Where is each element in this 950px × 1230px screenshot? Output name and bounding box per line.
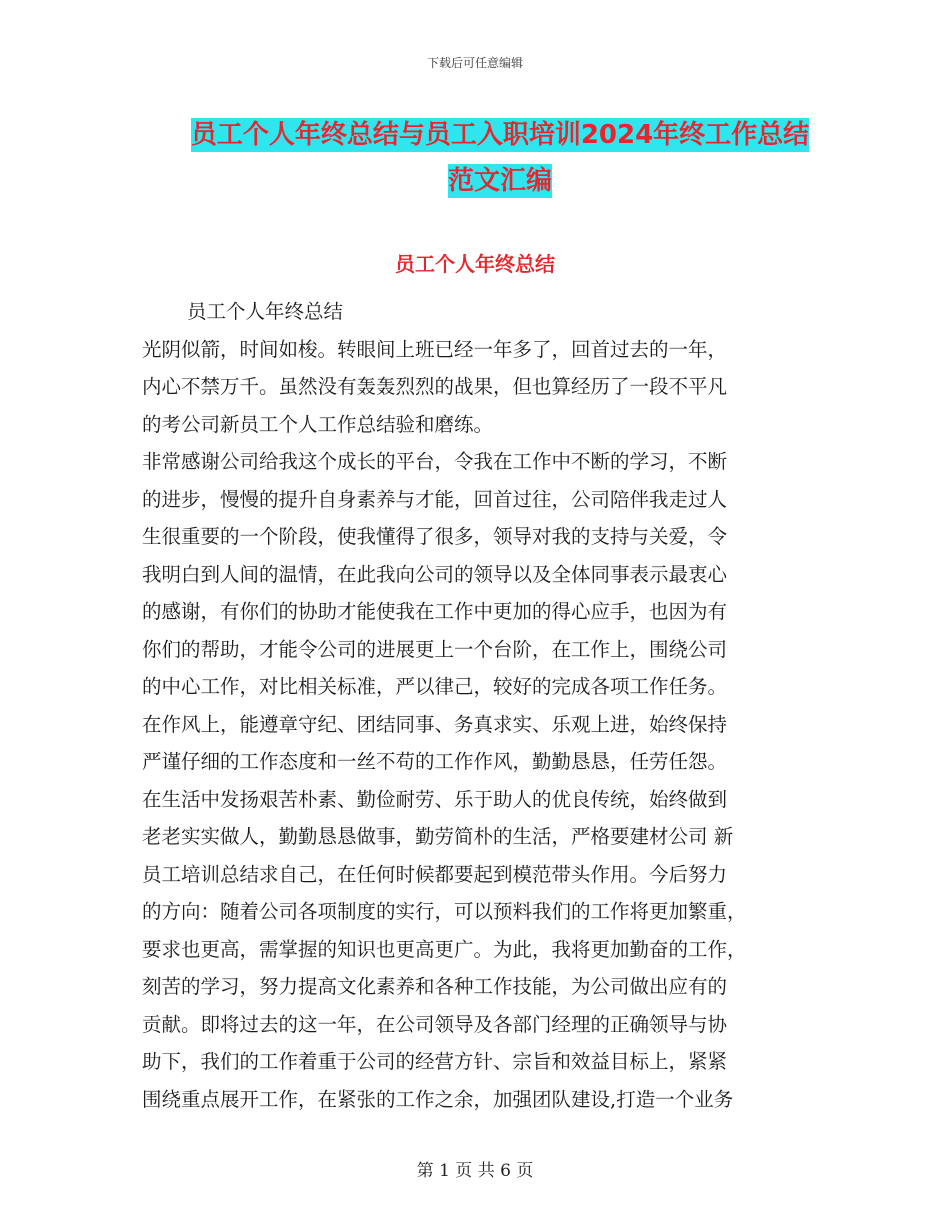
body-line: 光阴似箭，时间如梭。转眼间上班已经一年多了，回首过去的一年， <box>142 337 728 361</box>
body-line: 在生活中发扬艰苦朴素、勤俭耐劳、乐于助人的优良传统，始终做到 <box>142 787 728 811</box>
body-line: 严谨仔细的工作态度和一丝不苟的工作作风，勤勤恳恳，任劳任怨。 <box>142 750 728 773</box>
page-header-note: 下载后可任意编辑 <box>426 56 523 70</box>
body-line: 刻苦的学习，努力提高文化素养和各种工作技能，为公司做出应有的 <box>142 975 728 998</box>
body-line: 生很重要的一个阶段，使我懂得了很多，领导对我的支持与关爱，令 <box>142 525 728 548</box>
body-line: 内心不禁万千。虽然没有轰轰烈烈的战果，但也算经历了一段不平凡 <box>142 375 728 398</box>
body-line: 的方向：随着公司各项制度的实行，可以预料我们的工作将更加繁重， <box>142 900 747 923</box>
body-line: 的感谢，有你们的协助才能使我在工作中更加的得心应手，也因为有 <box>142 600 728 623</box>
body-line: 你们的帮助，才能令公司的进展更上一个台阶，在工作上，围绕公司 <box>142 637 728 661</box>
body-text <box>142 293 822 1118</box>
body-line: 贡献。即将过去的这一年，在公司领导及各部门经理的正确领导与协 <box>142 1012 728 1036</box>
page-footer: 第 1 页 共 6 页 <box>416 1161 534 1181</box>
body-line: 助下，我们的工作着重于公司的经营方针、宗旨和效益目标上，紧紧 <box>142 1050 728 1073</box>
document-title-line-1: 员工个人年终总结与员工入职培训2024年终工作总结 <box>190 120 810 150</box>
section-heading: 员工个人年终总结 <box>395 252 555 276</box>
body-line: 的进步，慢慢的提升自身素养与才能，回首过往，公司陪伴我走过人 <box>142 487 728 511</box>
body-line: 非常感谢公司给我这个成长的平台，令我在工作中不断的学习，不断 <box>142 450 728 473</box>
body-line: 围绕重点展开工作，在紧张的工作之余，加强团队建设,打造一个业务 <box>142 1087 734 1111</box>
body-line: 的考公司新员工个人工作总结验和磨练。 <box>142 412 494 436</box>
body-line: 我明白到人间的温情，在此我向公司的领导以及全体同事表示最衷心 <box>142 562 728 586</box>
body-line: 员工培训总结求自己，在任何时候都要起到模范带头作用。今后努力 <box>142 862 728 886</box>
body-subtitle-line: 员工个人年终总结 <box>187 300 344 323</box>
body-line: 老老实实做人，勤勤恳恳做事，勤劳简朴的生活，严格要建材公司 新 <box>142 825 734 848</box>
document-title-line-2: 范文汇编 <box>447 166 552 196</box>
document-title <box>150 112 850 204</box>
body-line: 在作风上，能遵章守纪、团结同事、务真求实、乐观上进，始终保持 <box>142 712 728 736</box>
body-line: 的中心工作，对比相关标准，严以律己，较好的完成各项工作任务。 <box>142 675 728 698</box>
body-line: 要求也更高，需掌握的知识也更高更广。为此，我将更加勤奋的工作， <box>142 937 747 961</box>
